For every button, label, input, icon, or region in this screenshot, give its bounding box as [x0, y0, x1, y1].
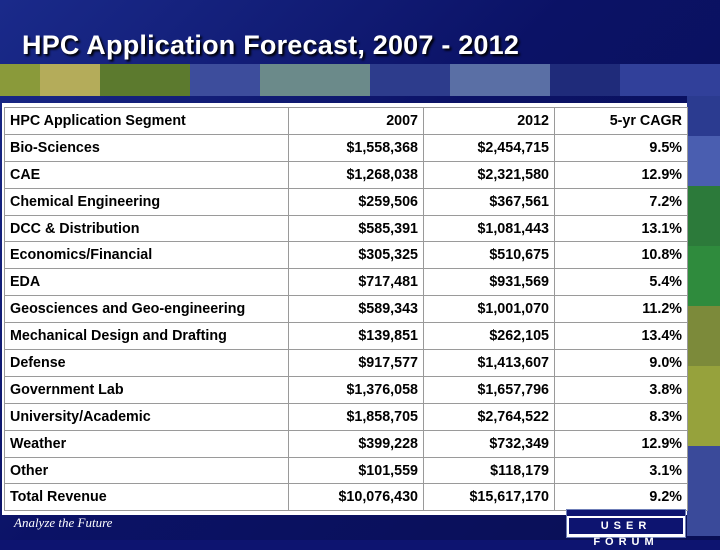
value-cell: 7.2% — [555, 188, 688, 215]
value-cell: $1,081,443 — [424, 215, 555, 242]
value-cell: $367,561 — [424, 188, 555, 215]
segment-cell: University/Academic — [5, 403, 289, 430]
segment-cell: Chemical Engineering — [5, 188, 289, 215]
value-cell: 9.5% — [555, 134, 688, 161]
segment-cell: Mechanical Design and Drafting — [5, 323, 289, 350]
table-row — [5, 134, 688, 161]
table-row — [5, 430, 688, 457]
value-cell: $262,105 — [424, 323, 555, 350]
value-cell: $1,001,070 — [424, 296, 555, 323]
segment-cell: CAE — [5, 161, 289, 188]
table-row — [5, 457, 688, 484]
value-cell: $1,858,705 — [289, 403, 424, 430]
segment-cell: Total Revenue — [5, 484, 289, 511]
user-forum-logo — [566, 509, 686, 548]
value-cell: 13.4% — [555, 323, 688, 350]
slide-title: HPC Application Forecast, 2007 - 2012 — [22, 30, 520, 60]
segment-cell: Geosciences and Geo-engineering — [5, 296, 289, 323]
value-cell: $139,851 — [289, 323, 424, 350]
segment-cell: Economics/Financial — [5, 242, 289, 269]
value-cell: $101,559 — [289, 457, 424, 484]
forecast-table — [4, 107, 688, 511]
value-cell: $305,325 — [289, 242, 424, 269]
value-cell: $2,454,715 — [424, 134, 555, 161]
table-row — [5, 484, 688, 511]
value-cell: 3.8% — [555, 376, 688, 403]
value-cell: 8.3% — [555, 403, 688, 430]
value-cell: $259,506 — [289, 188, 424, 215]
table-row — [5, 215, 688, 242]
value-cell: $15,617,170 — [424, 484, 555, 511]
value-cell: $717,481 — [289, 269, 424, 296]
value-cell: $1,413,607 — [424, 350, 555, 377]
table-row — [5, 403, 688, 430]
value-cell: 5.4% — [555, 269, 688, 296]
table-row — [5, 269, 688, 296]
table-header-row — [5, 108, 688, 135]
value-cell: 9.2% — [555, 484, 688, 511]
value-cell: 10.8% — [555, 242, 688, 269]
table-row — [5, 242, 688, 269]
value-cell: $1,657,796 — [424, 376, 555, 403]
table-row — [5, 323, 688, 350]
value-cell: 11.2% — [555, 296, 688, 323]
segment-cell: Weather — [5, 430, 289, 457]
value-cell: $1,268,038 — [289, 161, 424, 188]
value-cell: $931,569 — [424, 269, 555, 296]
tagline: Analyze the Future — [14, 515, 113, 530]
value-cell: $1,376,058 — [289, 376, 424, 403]
value-cell: $2,764,522 — [424, 403, 555, 430]
segment-cell: Defense — [5, 350, 289, 377]
value-cell: $732,349 — [424, 430, 555, 457]
value-cell: 12.9% — [555, 161, 688, 188]
segment-cell: Other — [5, 457, 289, 484]
value-cell: $2,321,580 — [424, 161, 555, 188]
value-cell: $10,076,430 — [289, 484, 424, 511]
column-header: 5-yr CAGR — [555, 108, 688, 135]
table-row — [5, 296, 688, 323]
segment-cell: DCC & Distribution — [5, 215, 289, 242]
logo-text: USER FORUM — [569, 518, 683, 534]
segment-cell: Bio-Sciences — [5, 134, 289, 161]
decorative-mosaic — [687, 96, 720, 536]
logo-top-band — [567, 510, 685, 516]
table-row — [5, 376, 688, 403]
value-cell: $510,675 — [424, 242, 555, 269]
value-cell: 3.1% — [555, 457, 688, 484]
value-cell: $1,558,368 — [289, 134, 424, 161]
value-cell: $585,391 — [289, 215, 424, 242]
column-header: HPC Application Segment — [5, 108, 289, 135]
forecast-table-panel — [2, 103, 687, 515]
segment-cell: Government Lab — [5, 376, 289, 403]
value-cell: $118,179 — [424, 457, 555, 484]
decorative-stripe-band — [0, 64, 720, 96]
table-row — [5, 188, 688, 215]
value-cell: 9.0% — [555, 350, 688, 377]
table-row — [5, 161, 688, 188]
column-header: 2007 — [289, 108, 424, 135]
column-header: 2012 — [424, 108, 555, 135]
segment-cell: EDA — [5, 269, 289, 296]
value-cell: 12.9% — [555, 430, 688, 457]
value-cell: $589,343 — [289, 296, 424, 323]
table-row — [5, 350, 688, 377]
value-cell: $917,577 — [289, 350, 424, 377]
value-cell: 13.1% — [555, 215, 688, 242]
value-cell: $399,228 — [289, 430, 424, 457]
